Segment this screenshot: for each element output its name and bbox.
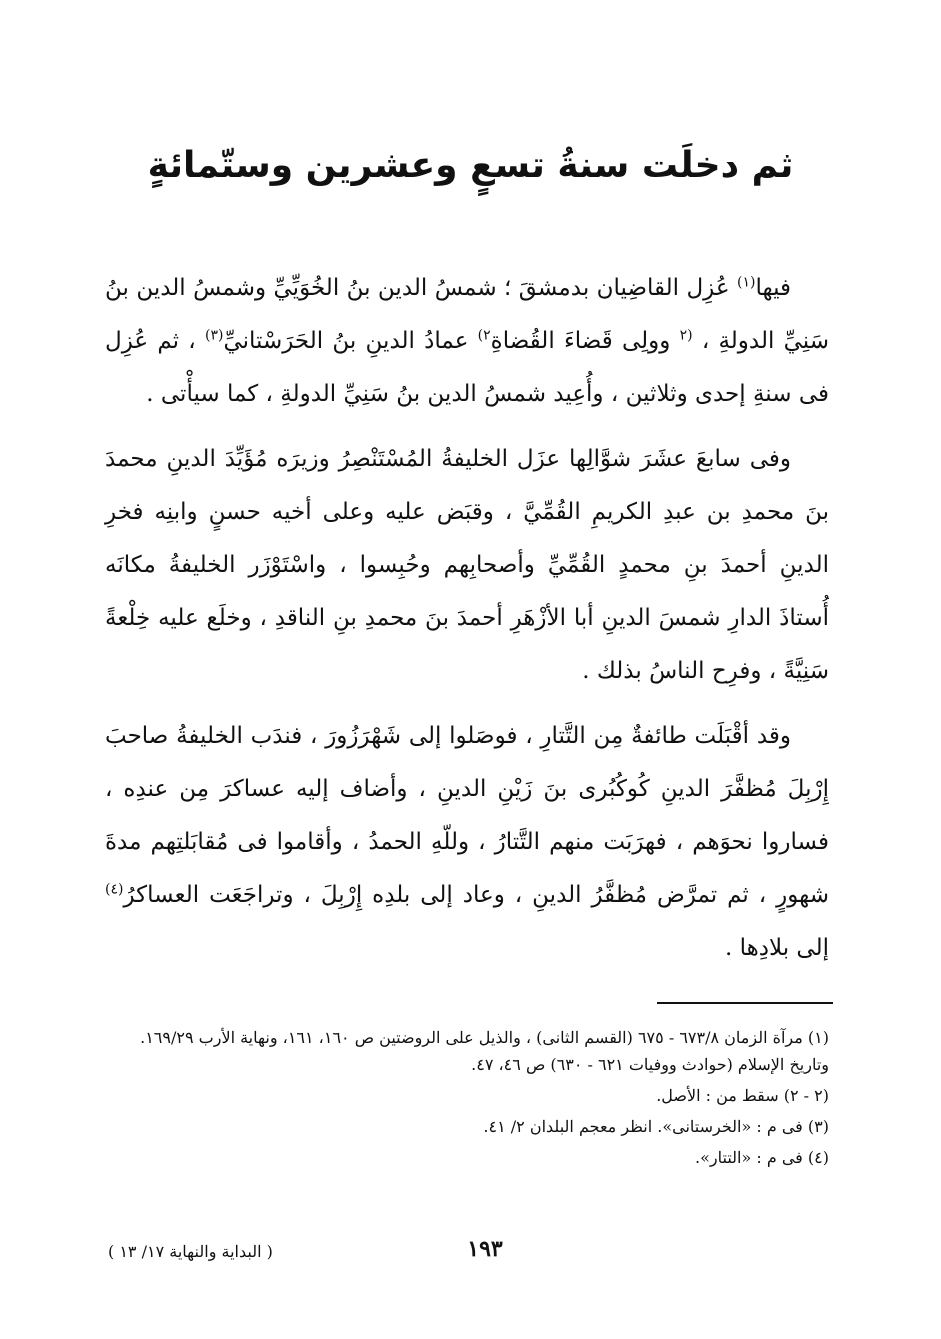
footnote-3: (٣) فى م : «الخرستانى». انظر معجم البلدان ٢/ ٤١.	[483, 1117, 829, 1136]
book-reference: ( البداية والنهاية ١٧/ ١٣ )	[108, 1242, 273, 1261]
footnote-4: (٤) فى م : «التتار».	[695, 1148, 829, 1167]
paragraph-text: فيها	[755, 275, 791, 301]
footnote-marker-3: (٣)	[204, 327, 224, 344]
paragraph-1	[105, 262, 829, 421]
footnote-1: (١) مرآة الزمان ٦٧٣/٨ - ٦٧٥ (القسم الثانى) ، والذيل على الروضتين ص ١٦٠، ١٦١، ونهاية الأرب ١٦٩/٢٩. وتاريخ الإسلام (حوادث ووفيات ٦٢١ - ٦٣٠) ص ٤٦، ٤٧.	[140, 1028, 829, 1074]
main-text	[105, 262, 829, 987]
footnote-marker-1: (١)	[736, 274, 756, 291]
footnote-2: (٢ - ٢) سقط من : الأصل.	[656, 1086, 829, 1105]
paragraph-text: وولِى قَضاءَ القُضاةِ	[490, 328, 680, 354]
footnote-marker-4: (٤)	[105, 881, 124, 898]
page-number: ١٩٣	[467, 1236, 503, 1262]
paragraph-text: عمادُ الدينِ بنُ الحَرَسْتانيِّ	[223, 328, 478, 354]
paragraph-3	[105, 710, 829, 975]
footnote-divider	[657, 1002, 833, 1004]
chapter-title: ثم دخلَت سنةُ تسعٍ وعشرين وستّمائةٍ	[147, 145, 794, 186]
footnote-marker-2-close: ٢)	[477, 327, 491, 344]
footnotes	[110, 1024, 829, 1175]
paragraph-text: إلى بلادِها .	[724, 935, 829, 961]
footnote-marker-2-open: (٢	[679, 327, 693, 344]
paragraph-text: وقد أقْبَلَت طائفةٌ مِن التَّتارِ ، فوصَلوا إلى شَهْرَزُورَ ، فندَب الخليفةُ صاحبَ إِرْبِلَ مُظفَّرَ الدينِ كُوكُبُرى بنَ زَيْنِ الدينِ ، وأضاف إليه عساكرَ مِن عندِه ، فساروا نحوَهم ، فهرَبَت منهم التَّتارُ ، وللّهِ الحمدُ ، وأقاموا فى مُقابَلتِهم مدةَ شهورٍ ، ثم تمرَّض مُظفَّرُ الدينِ ، وعاد إلى بلدِه إِرْبِلَ ، وتراجَعَت العساكرُ	[105, 723, 829, 908]
paragraph-text: ، ثم عُزِل فى سنةِ إحدى وثلاثين ، وأُعِيد شمسُ الدين بنُ سَنِيِّ الدولةِ ، كما سيأْتى .	[105, 328, 829, 407]
paragraph-text: عُزِل القاضِيان بدمشقَ ؛ شمسُ الدين بنُ الخُوَيِّيِّ وشمسُ الدين بنُ سَنِيِّ الدولةِ ،	[105, 275, 830, 354]
paragraph-2: وفى سابعَ عشَرَ شوَّالِها عزَل الخليفةُ المُسْتَنْصِرُ وزيرَه مُؤَيِّدَ الدينِ محمدَ بنَ محمدِ بن عبدِ الكريمِ القُمِّيَّ ، وقبَض عليه وعلى أخيه حسنٍ وابنِه فخرِ الدينِ أحمدَ بنِ محمدٍ القُمِّيِّ وأصحابِهم وحُبِسوا ، واسْتَوْزَر الخليفةُ مكانَه أُستاذَ الدارِ شمسَ الدينِ أبا الأزْهَرِ أحمدَ بنَ محمدِ بنِ الناقدِ ، وخلَع عليه خِلْعةً سَنِيَّةً ، وفرِح الناسُ بذلك .	[105, 446, 829, 684]
